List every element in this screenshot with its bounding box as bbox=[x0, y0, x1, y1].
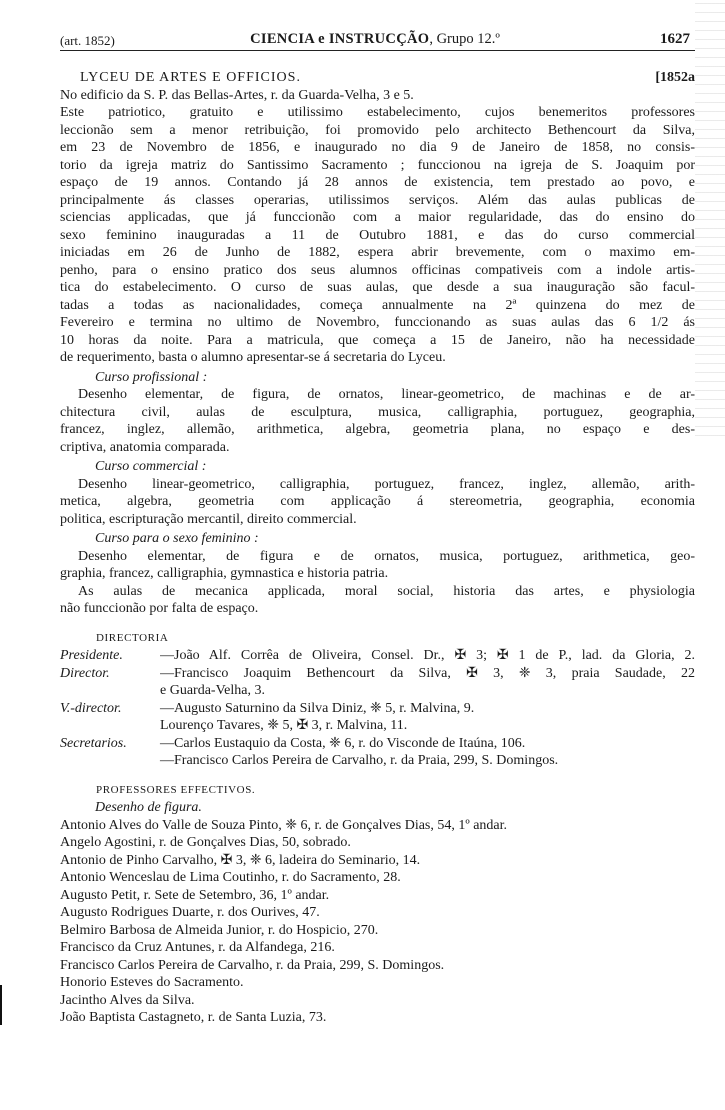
text-line: metica, algebra, geometria com applicação á stereometria, geographia, economia bbox=[60, 494, 695, 509]
directoria-role: V.-director. bbox=[60, 700, 122, 716]
directoria-role bbox=[60, 752, 160, 770]
directoria-member: —Augusto Saturnino da Silva Diniz, ❈ 5, r. Malvina, 9. bbox=[160, 700, 475, 716]
text-line: 10 horas da noite. Para a matricula, que começa a 15 de Janeiro, não ha necessidade bbox=[60, 332, 695, 348]
text-line: iniciadas em 26 de Junho de 1882, espera abrir brevemente, com o maximo em- bbox=[60, 245, 695, 260]
course-heading: Curso para o sexo feminino : bbox=[95, 531, 259, 546]
header-group: , Grupo 12.º bbox=[429, 31, 500, 47]
directoria-entry bbox=[60, 717, 695, 735]
directoria-entry bbox=[60, 682, 695, 700]
section-address: No edificio da S. P. das Bellas-Artes, r. da Guarda-Velha, 3 e 5. bbox=[60, 87, 414, 103]
binding-mark bbox=[0, 985, 2, 1025]
text-line: chitectura civil, aulas de esculptura, musica, calligraphia, portuguez, geographia, bbox=[60, 404, 695, 420]
directoria-entry bbox=[60, 752, 695, 770]
page-number: 1627 bbox=[660, 31, 690, 47]
text-line: As aulas de mecanica applicada, moral social, historia das artes, e physiologia bbox=[78, 583, 695, 599]
text-line: Desenho elementar, de figura, de ornatos, linear-geometrico, de machinas e de ar- bbox=[78, 387, 695, 402]
directoria-entry bbox=[60, 700, 695, 718]
professor-entry: Francisco Carlos Pereira de Carvalho, r. da Praia, 299, S. Domingos. bbox=[60, 957, 445, 973]
professores-subheading: Desenho de figura. bbox=[95, 800, 202, 815]
directoria-role: Secretarios. bbox=[60, 735, 127, 751]
directoria-role: Presidente. bbox=[60, 648, 123, 663]
professor-entry: Augusto Rodrigues Duarte, r. dos Ourives, 47. bbox=[60, 905, 320, 920]
professor-entry: Antonio de Pinho Carvalho, ✠ 3, ❈ 6, ladeira do Seminario, 14. bbox=[60, 852, 421, 868]
section-title bbox=[60, 69, 695, 87]
professores-list bbox=[60, 817, 695, 1027]
professor-entry: Belmiro Barbosa de Almeida Junior, r. do Hospicio, 270. bbox=[60, 922, 379, 938]
header-title-text: CIENCIA e INSTRUCÇÃO bbox=[250, 31, 430, 47]
header-title bbox=[60, 31, 690, 48]
text-line: tadas a todas as nacionalidades, começa annualmente na 2ª quinzena do mez de bbox=[60, 297, 695, 313]
text-line: Este patriotico, gratuito e utilissimo estabelecimento, cujos benemeritos professores bbox=[60, 105, 695, 120]
directoria-heading: DIRECTORIA bbox=[96, 631, 169, 644]
directoria-entry bbox=[60, 647, 695, 665]
text-line: leccionão sem a menor retribuição, foi promovido pelo architecto Bethencourt da Silva, bbox=[60, 122, 695, 138]
text-line: Desenho linear-geometrico, calligraphia, portuguez, francez, inglez, allemão, arith- bbox=[78, 476, 695, 492]
directoria-member: e Guarda-Velha, 3. bbox=[160, 683, 265, 698]
directoria-list bbox=[60, 647, 695, 770]
directoria-role: Director. bbox=[60, 665, 110, 681]
section-title-text: LYCEU DE ARTES E OFFICIOS. bbox=[80, 70, 301, 85]
directoria-member: —Carlos Eustaquio da Costa, ❈ 6, r. do Visconde de Itaúna, 106. bbox=[160, 735, 526, 751]
text-line: politica, escripturação mercantil, direito commercial. bbox=[60, 511, 357, 527]
text-line: sciencias applicadas, que já funccionão com a maior regularidade, das do ensino do bbox=[60, 210, 695, 225]
professor-entry: Honorio Esteves do Sacramento. bbox=[60, 975, 244, 990]
text-line: de requerimento, basta o alumno apresentar-se á secretaria do Lyceu. bbox=[60, 350, 446, 365]
directoria-entry bbox=[60, 735, 695, 753]
text-line: francez, inglez, allemão, arithmetica, algebra, geometria plana, no espaço e des- bbox=[60, 422, 695, 437]
text-line: sexo feminino inauguradas a 11 de Outubro 1881, e das do curso commercial bbox=[60, 227, 695, 243]
directoria-role bbox=[60, 717, 160, 735]
text-line: tica do estabelecimento. O curso de suas aulas, que desde a sua inauguração são facul- bbox=[60, 280, 695, 295]
spacer bbox=[60, 618, 695, 630]
directoria-member: Lourenço Tavares, ❈ 5, ✠ 3, r. Malvina, 11. bbox=[160, 718, 408, 733]
course-heading: Curso commercial : bbox=[95, 459, 207, 474]
page-body bbox=[60, 69, 695, 1027]
directoria-member: —Francisco Joaquim Bethencourt da Silva, ✠ 3, ❈ 3, praia Saudade, 22 bbox=[160, 665, 695, 681]
header-rule bbox=[60, 50, 695, 51]
text-line: criptiva, anatomia comparada. bbox=[60, 439, 230, 455]
closing-paragraph bbox=[60, 583, 695, 618]
professor-entry: João Baptista Castagneto, r. de Santa Luzia, 73. bbox=[60, 1010, 327, 1025]
intro-paragraph bbox=[60, 104, 695, 367]
text-line: principalmente ás classes operarias, utilissimos serviços. Além das aulas publicas de bbox=[60, 192, 695, 208]
text-line: não funccionão por falta de espaço. bbox=[60, 601, 259, 616]
professor-entry: Angelo Agostini, r. de Gonçalves Dias, 50, sobrado. bbox=[60, 835, 351, 850]
directoria-entry bbox=[60, 665, 695, 683]
professor-entry: Francisco da Cruz Antunes, r. da Alfandega, 216. bbox=[60, 940, 335, 955]
course-heading: Curso profissional : bbox=[95, 369, 208, 385]
professor-entry: Antonio Wenceslau de Lima Coutinho, r. do Sacramento, 28. bbox=[60, 870, 401, 885]
text-line: espaço de 19 annos. Contando já 28 annos de existencia, tem prestado ao povo, e bbox=[60, 175, 695, 190]
spacer bbox=[60, 770, 695, 782]
professores-heading: PROFESSORES EFFECTIVOS. bbox=[96, 783, 256, 796]
professor-entry: Jacintho Alves da Silva. bbox=[60, 992, 195, 1008]
professor-entry: Antonio Alves do Valle de Souza Pinto, ❈ 6, r. de Gonçalves Dias, 54, 1º andar. bbox=[60, 817, 508, 833]
directoria-member: —João Alf. Corrêa de Oliveira, Consel. Dr., ✠ 3; ✠ 1 de P., lad. da Gloria, 2. bbox=[160, 648, 695, 663]
directoria-member: —Francisco Carlos Pereira de Carvalho, r. da Praia, 299, S. Domingos. bbox=[160, 753, 559, 768]
section-ref: [1852a bbox=[655, 70, 695, 85]
page-edge-scan-noise bbox=[695, 0, 725, 440]
text-line: graphia, francez, calligraphia, gymnastica e historia patria. bbox=[60, 566, 389, 581]
text-line: Desenho elementar, de figura e de ornatos, musica, portuguez, arithmetica, geo- bbox=[78, 548, 695, 564]
courses bbox=[60, 369, 695, 583]
professor-entry: Augusto Petit, r. Sete de Setembro, 36, 1º andar. bbox=[60, 887, 330, 903]
running-header bbox=[60, 31, 690, 51]
text-line: em 23 de Novembro de 1856, e inaugurado no dia 9 de Janeiro de 1858, no consis- bbox=[60, 140, 695, 155]
text-line: Fevereiro e termina no ultimo de Novembro, funccionando as suas aulas das 6 1/2 ás bbox=[60, 315, 695, 330]
directoria-role bbox=[60, 682, 160, 700]
article-range: (art. 1852) bbox=[60, 33, 115, 48]
text-line: penho, para o ensino pratico dos seus alumnos officinas compativeis com a indole artis- bbox=[60, 262, 695, 278]
text-line: torio da igreja matriz do Santissimo Sacramento ; funccionou na igreja de S. Joaquim por bbox=[60, 157, 695, 173]
